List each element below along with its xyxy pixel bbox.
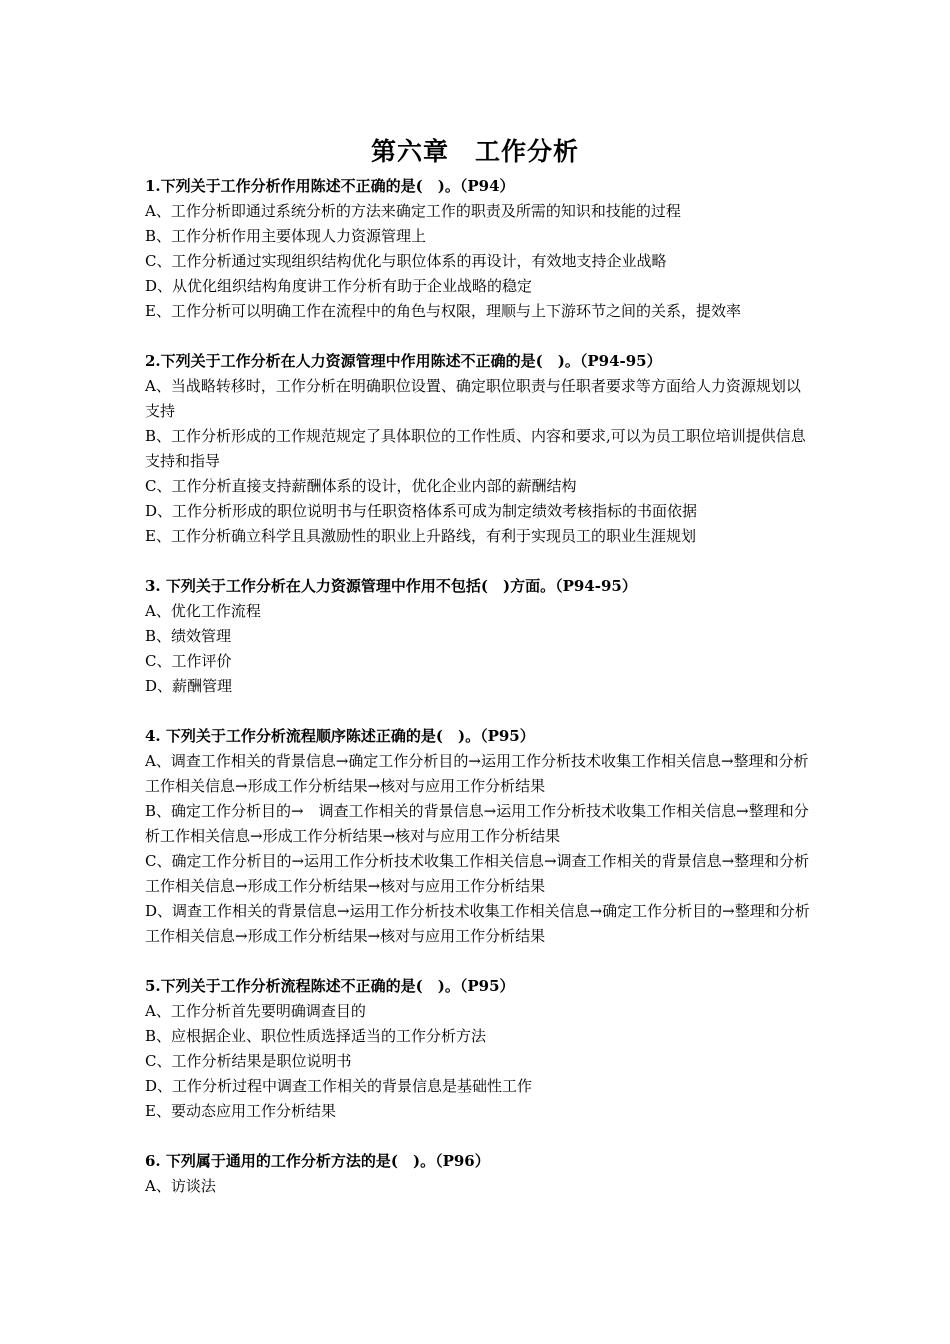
option-d: D、工作分析过程中调查工作相关的背景信息是基础性工作 [145,1077,533,1095]
option-a: A、调查工作相关的背景信息→确定工作分析目的→运用工作分析技术收集工作相关信息→整理和分析工作相关信息→形成工作分析结果→核对与应用工作分析结果 [145,752,809,795]
option-b: B、应根据企业、职位性质选择适当的工作分析方法 [145,1027,487,1045]
chapter-title: 第六章 工作分析 [370,137,579,166]
question-text: 5.下列关于工作分析流程陈述不正确的是( )。（P95） [145,977,515,995]
option-a: A、工作分析首先要明确调查目的 [145,1002,366,1020]
option-e: E、要动态应用工作分析结果 [145,1102,336,1120]
question-text: 6. 下列属于通用的工作分析方法的是( )。（P96） [145,1152,490,1170]
option-c: C、工作分析结果是职位说明书 [145,1052,352,1070]
option-a: A、当战略转移时，工作分析在明确职位设置、确定职位职责与任职者要求等方面给人力资源规划以支持 [145,377,801,420]
option-d: D、从优化组织结构角度讲工作分析有助于企业战略的稳定 [145,277,533,295]
option-d: D、薪酬管理 [145,677,233,695]
option-c: C、工作评价 [145,652,232,670]
question-2 [145,349,810,549]
option-d: D、调查工作相关的背景信息→运用工作分析技术收集工作相关信息→确定工作分析目的→整理和分析工作相关信息→形成工作分析结果→核对与应用工作分析结果 [145,902,810,945]
question-3 [145,574,810,699]
option-a: A、优化工作流程 [145,602,261,620]
question-1 [145,174,810,324]
question-text: 2.下列关于工作分析在人力资源管理中作用陈述不正确的是( )。（P94-95） [145,352,662,370]
option-d: D、工作分析形成的职位说明书与任职资格体系可成为制定绩效考核指标的书面依据 [145,502,698,520]
option-b: B、工作分析作用主要体现人力资源管理上 [145,227,427,245]
question-4 [145,724,810,949]
option-e: E、工作分析可以明确工作在流程中的角色与权限，理顺与上下游环节之间的关系，提效率 [145,302,741,320]
option-b: B、绩效管理 [145,627,232,645]
question-text: 3. 下列关于工作分析在人力资源管理中作用不包括( )方面。（P94-95） [145,577,637,595]
option-b: B、工作分析形成的工作规范规定了具体职位的工作性质、内容和要求,可以为员工职位培训提供信息支持和指导 [145,427,806,470]
question-5 [145,974,810,1124]
option-c: C、工作分析直接支持薪酬体系的设计，优化企业内部的薪酬结构 [145,477,577,495]
question-text: 1.下列关于工作分析作用陈述不正确的是( )。（P94） [145,177,515,195]
question-list [145,174,810,1224]
option-e: E、工作分析确立科学且具激励性的职业上升路线，有利于实现员工的职业生涯规划 [145,527,696,545]
question-text: 4. 下列关于工作分析流程顺序陈述正确的是( )。（P95） [145,727,535,745]
option-a: A、访谈法 [145,1177,216,1195]
option-b: B、确定工作分析目的→ 调查工作相关的背景信息→运用工作分析技术收集工作相关信息→整理和分析工作相关信息→形成工作分析结果→核对与应用工作分析结果 [145,802,809,845]
option-a: A、工作分析即通过系统分析的方法来确定工作的职责及所需的知识和技能的过程 [145,202,681,220]
option-c: C、确定工作分析目的→运用工作分析技术收集工作相关信息→调查工作相关的背景信息→整理和分析工作相关信息→形成工作分析结果→核对与应用工作分析结果 [145,852,810,895]
option-c: C、工作分析通过实现组织结构优化与职位体系的再设计，有效地支持企业战略 [145,252,667,270]
question-6 [145,1149,810,1199]
